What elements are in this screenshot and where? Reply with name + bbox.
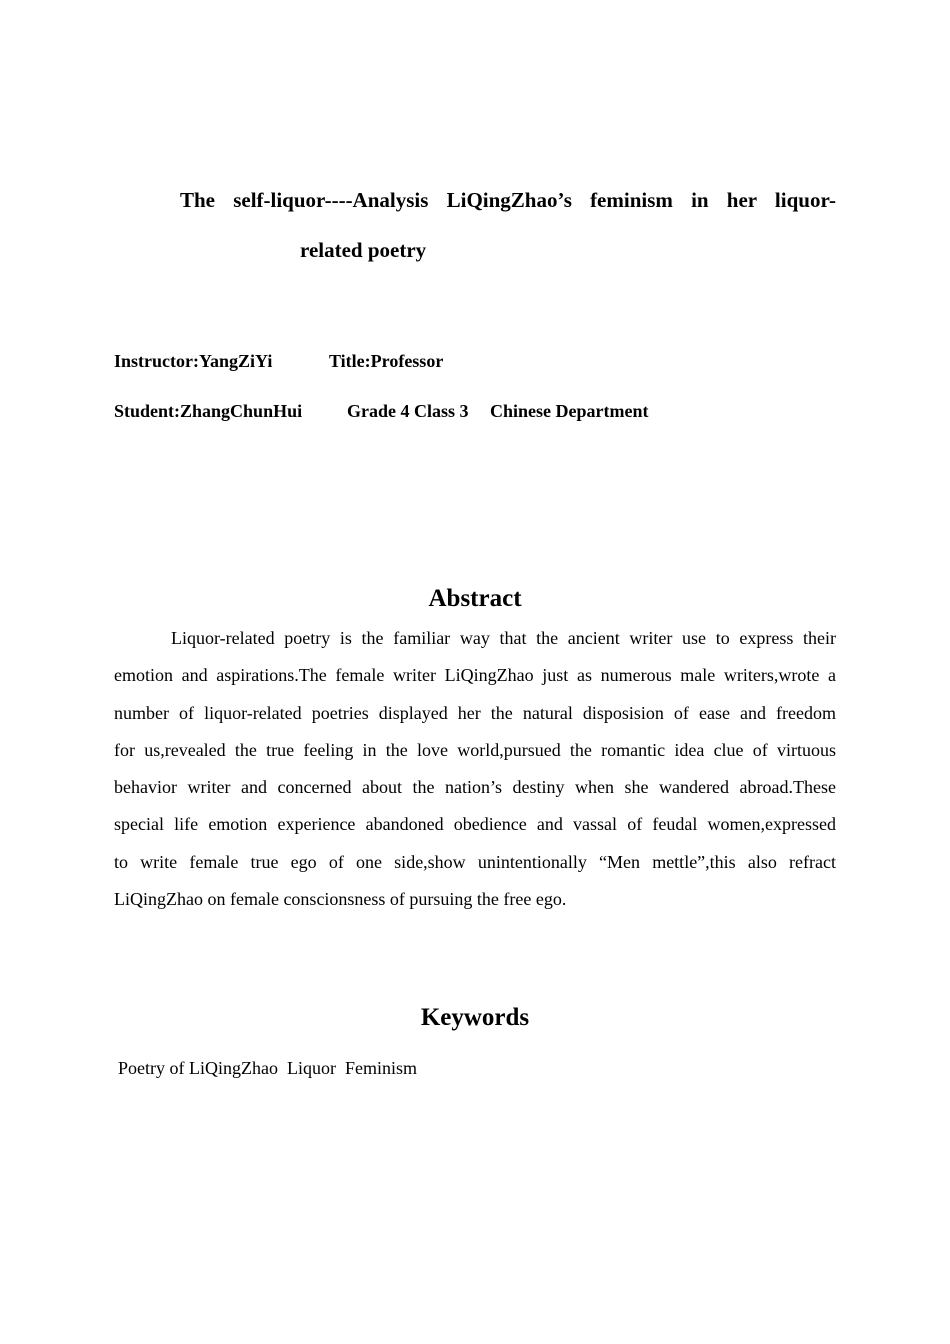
abstract-line: behavior writer and concerned about the nation’s destiny when she wandered abroad.These: [114, 777, 836, 798]
keywords-list: Poetry of LiQingZhao Liquor Feminism: [118, 1058, 417, 1078]
abstract-line: number of liquor-related poetries displayed her the natural disposision of ease and freedom: [114, 702, 836, 723]
paper-title-line-2: related poetry: [300, 238, 427, 262]
abstract-body: [114, 620, 836, 918]
instructor-title: Title:Professor: [329, 351, 444, 371]
abstract-line: Liquor-related poetry is the familiar way that the ancient writer use to express their: [171, 628, 836, 648]
abstract-line: to write female true ego of one side,show unintentionally “Men mettle”,this also refract: [114, 851, 836, 872]
abstract-line: special life emotion experience abandoned obedience and vassal of feudal women,expressed: [114, 814, 836, 835]
keywords-heading: Keywords: [420, 1004, 530, 1031]
abstract-line: LiQingZhao on female conscionsness of pursuing the free ego.: [114, 889, 567, 910]
student-name: Student:ZhangChunHui: [114, 401, 303, 421]
abstract-heading: Abstract: [428, 585, 522, 612]
student-department: Chinese Department: [490, 401, 649, 421]
student-grade: Grade 4 Class 3: [347, 401, 469, 421]
instructor-name: Instructor:YangZiYi: [114, 351, 273, 371]
abstract-line: for us,revealed the true feeling in the love world,pursued the romantic idea clue of virtuous: [114, 739, 836, 760]
paper-title-line-1: The self-liquor----Analysis LiQingZhao’s feminism in her liquor-: [180, 188, 836, 212]
abstract-line: emotion and aspirations.The female writer LiQingZhao just as numerous male writers,wrote a: [114, 665, 836, 686]
